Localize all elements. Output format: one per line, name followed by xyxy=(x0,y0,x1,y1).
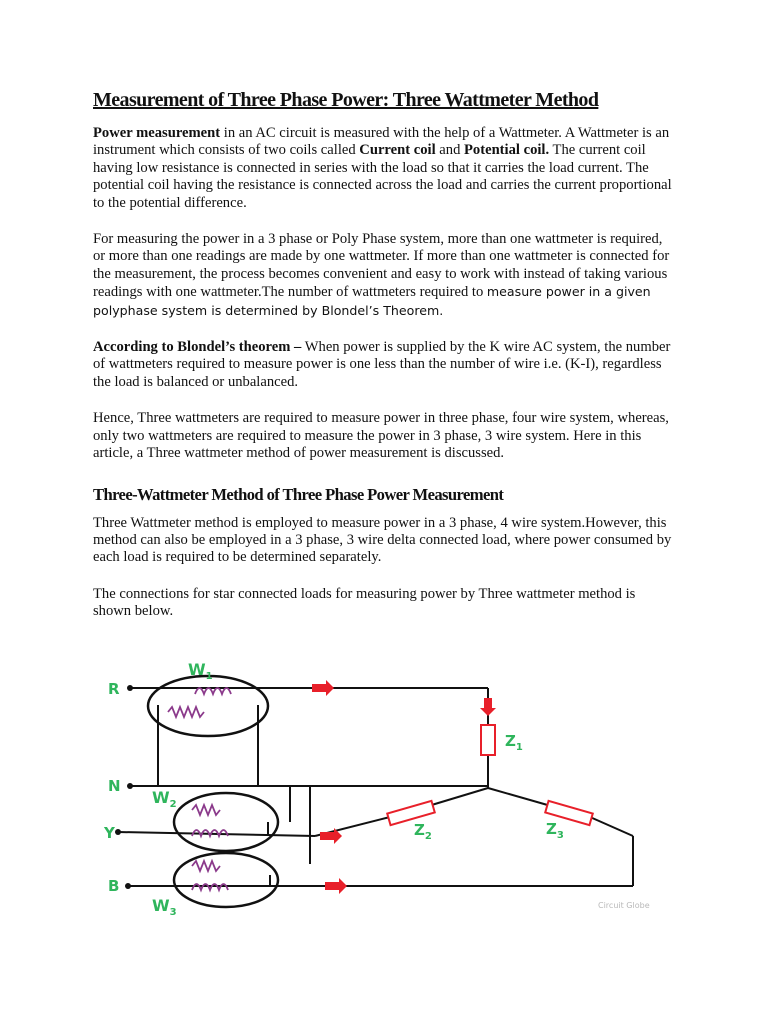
wattmeter-1-label: $W_1$ xyxy=(188,660,213,682)
load-z1-label: $Z_1$ xyxy=(505,732,523,753)
line-n-label: N xyxy=(108,777,121,795)
paragraph-three-wattmeter: Three Wattmeter method is employed to measure power in a 3 phase, 4 wire system.However, this method can also be employed in a 3 phase, 3 wire delta connected load, where power consumed by each load is required to be determined separately. xyxy=(93,514,672,566)
circuit-diagram xyxy=(100,650,680,915)
page-title: Measurement of Three Phase Power: Three Wattmeter Method xyxy=(93,89,599,111)
paragraph-power-measurement: Power measurement in an AC circuit is measured with the help of a Wattmeter. A Wattmeter is an instrument which consists of two coils called Current coil and Potential coil. The current coil having low resistance is connected in series with the load so that it carries the load current. The potential coil having the resistance is connected across the load and carries the current proportional to the potential difference. xyxy=(93,125,672,211)
section-heading: Three-Wattmeter Method of Three Phase Power Measurement xyxy=(93,484,504,504)
line-b-label: B xyxy=(108,877,120,895)
circuit-wires xyxy=(118,688,633,886)
paragraph-hence: Hence, Three wattmeters are required to measure power in three phase, four wire system, whereas, only two wattmeters are required to measure the power in 3 phase, 3 wire system. Here in this article, a Three wattmeter method of power measurement is discussed. xyxy=(93,410,669,462)
load-z1-icon xyxy=(481,725,495,755)
wattmeter-3-label: $W_3$ xyxy=(152,896,177,915)
paragraph-connections: The connections for star connected loads for measuring power by Three wattmeter method is shown below. xyxy=(93,585,636,620)
wattmeter-2-label: $W_2$ xyxy=(152,788,177,810)
line-r-label: R xyxy=(108,680,120,698)
load-z2-label: $Z_2$ xyxy=(414,821,432,842)
paragraph-blondel-theorem: According to Blondel’s theorem – When power is supplied by the K wire AC system, the number of wattmeters required to measure power is one less than the number of wire i.e. (K-I), regardless the load is balanced or unbalanced. xyxy=(93,339,671,390)
wattmeter-2-icon xyxy=(174,793,278,851)
line-y-label: Y xyxy=(104,824,115,842)
wattmeter-1-icon xyxy=(148,676,268,736)
paragraph-polyphase: For measuring the power in a 3 phase or Poly Phase system, more than one wattmeter is required, or more than one readings are made by one wattmeter. If more than one wattmeter is connected for the measurement, the process becomes convenient and easy to work with instead of taking various readings with one wattmeter.The number of wattmeters required to measure power in a given polyphase system is determined by Blondel’s Theorem. xyxy=(93,231,670,318)
wattmeter-coils xyxy=(168,688,231,890)
document-page xyxy=(93,88,673,621)
watermark: Circuit Globe xyxy=(598,901,650,910)
wattmeter-3-icon xyxy=(174,853,278,907)
load-z2-icon xyxy=(387,801,435,825)
load-z3-label: $Z_3$ xyxy=(546,820,564,841)
